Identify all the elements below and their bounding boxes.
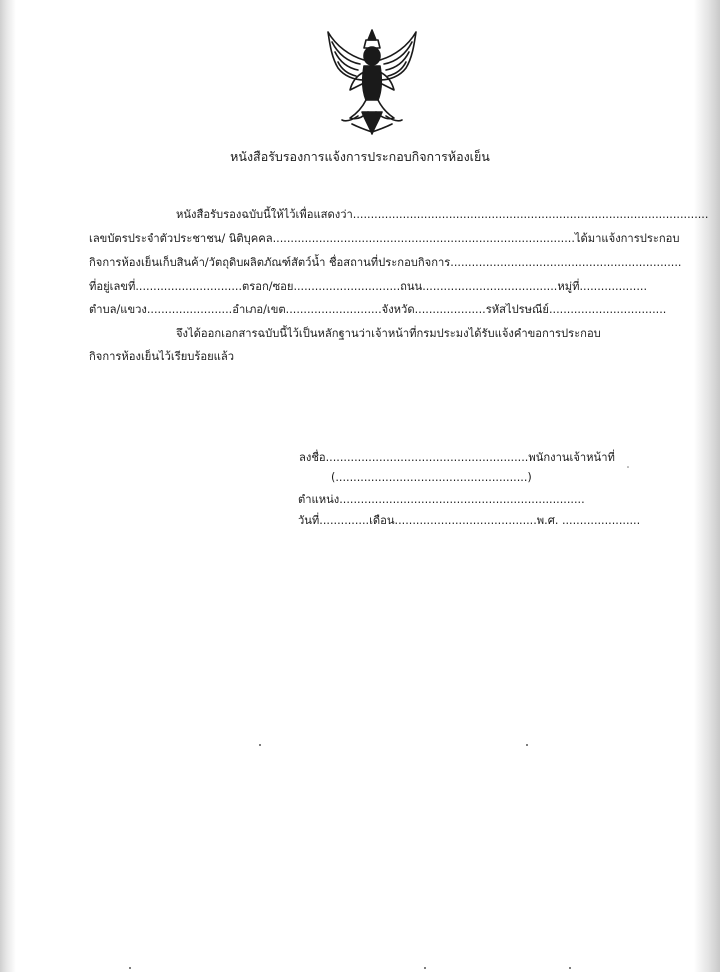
body-line-issuance: จึงได้ออกเอกสารฉบับนี้ไว้เป็นหลักฐานว่าเจ้าหน้าที่กรมประมงได้รับแจ้งคำขอการประกอบ [176, 327, 601, 340]
body-line-address: ที่อยู่เลขที่..............................ตรอก/ซอย..............................ถนน......................................หมู่ที่................... [89, 280, 648, 293]
signature-name-line: (......................................................) [331, 471, 532, 484]
position-line: ตำแหน่ง..................................................................... [298, 493, 585, 506]
date-line: วันที่..............เดือน........................................พ.ศ. ...................... [298, 514, 641, 527]
body-line-district: ตำบล/แขวง........................อำเภอ/เขต...........................จังหวัด....................รหัสไปรษณีย์................................. [89, 303, 667, 316]
document-title: หนังสือรับรองการแจ้งการประกอบกิจการห้องเย็น [230, 149, 490, 164]
body-line-issuance-end: กิจการห้องเย็นไว้เรียบร้อยแล้ว [89, 350, 235, 363]
body-line-certify: หนังสือรับรองฉบับนี้ให้ไว้เพื่อแสดงว่า.................................................................................................... [176, 208, 709, 221]
body-line-id-number: เลขบัตรประจำตัวประชาชน/ นิติบุคคล.....................................................................................ได้มาแจ้งการประกอบ [89, 232, 680, 245]
body-line-business-name: กิจการห้องเย็นเก็บสินค้า/วัตถุดิบผลิตภัณฑ์สัตว์น้ำ ชื่อสถานที่ประกอบกิจการ................................................................. [89, 256, 682, 269]
signature-line: ลงชื่อ.........................................................พนักงานเจ้าหน้าที่ [299, 451, 615, 464]
